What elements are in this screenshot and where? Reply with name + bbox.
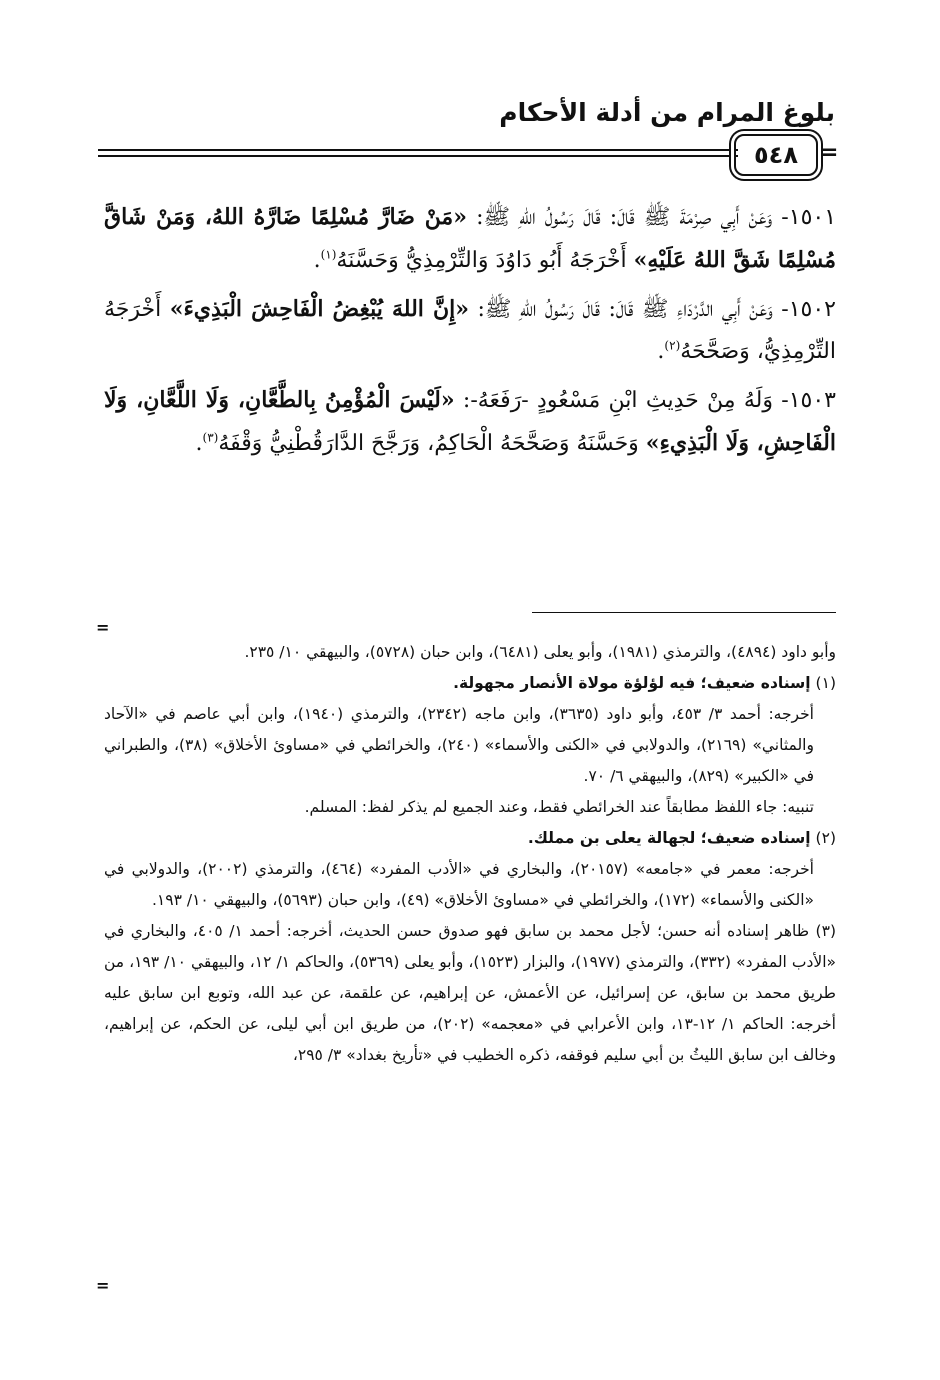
hadith-number: ١٥٠٢ bbox=[788, 297, 836, 322]
hadith-source: وَحَسَّنَهُ وَصَحَّحَهُ الْحَاكِمُ، وَرَجَّحَ الدَّارَقُطْنِيُّ وَقْفَهُ bbox=[218, 431, 646, 456]
footnotes bbox=[104, 637, 836, 1071]
footnote-text: ظاهر إسناده أنه حسن؛ لأجل محمد بن سابق فهو صدوق حسن الحديث، أخرجه: أحمد ١/ ٤٠٥، والبخاري في «الأدب المفرد» (٣٣٢)، والترمذي (١٩٧٧)، والبزار (١٥٢٣)، وأبو يعلى (٥٣٦٩)، والحاكم ١/ ١٢، والبيهقي ١٠/ ١٩٣، من طريق محمد بن سابق، عن إسرائيل، عن الأعمش، عن إبراهيم، عن علقمة، عن عبد الله، وتوبع ابن سابق عليه أخرجه: الحاكم ١/ ١٢-١٣، وابن الأعرابي في «معجمه» (٢٠٢)، من طريق ابن أبي ليلى، عن الحكم، عن إبراهيم، وخالف ابن سابق الليثُ بن أبي سليم فوقفه، ذكره الخطيب في «تأريخ بغداد» ٣/ ٢٩٥، bbox=[104, 922, 836, 1064]
hadith-intro: - وَعَنْ أَبِي الدَّرْدَاءِ ﷺ قَالَ: قَالَ رَسُولُ اللهِ ﷺ: bbox=[469, 297, 789, 322]
footnote-2-sources: أخرجه: معمر في «جامعه» (٢٠١٥٧)، والبخاري في «الأدب المفرد» (٤٦٤)، والترمذي (٢٠٠٢)، والدولابي في «الكنى والأسماء» (١٧٢)، والخرائطي في «مساوئ الأخلاق» (٤٩)، وابن حبان (٥٦٩٣)، والبيهقي ١٠/ ١٩٣. bbox=[104, 860, 814, 909]
running-header-title: بلوغ المرام من أدلة الأحكام bbox=[499, 98, 835, 127]
footnote-1-note: تنبيه: جاء اللفظ مطابقاً عند الخرائطي فقط، وعند الجميع لم يذكر لفظ: المسلم. bbox=[304, 798, 814, 816]
footnote-3 bbox=[104, 916, 836, 1071]
hadith-1501: ١٥٠١- وَعَنْ أَبِي صِرْمَةَ ﷺ قَالَ: قَالَ رَسُولُ اللهِ ﷺ: «مَنْ ضَارَّ مُسْلِمًا ضَارَّهُ اللهُ، وَمَنْ شَاقَّ مُسْلِمًا شَقَّ اللهُ عَلَيْهِ» أَخْرَجَهُ أَبُو دَاوُدَ وَالتِّرْمِذِيُّ وَحَسَّنَهُ$^{(١)}$. bbox=[104, 204, 837, 273]
hadith-quote: «مَنْ ضَارَّ مُسْلِمًا ضَارَّهُ اللهُ، وَمَنْ شَاقَّ مُسْلِمًا شَقَّ اللهُ عَلَيْهِ» bbox=[104, 204, 836, 273]
hadith-1503: ١٥٠٣- وَلَهُ مِنْ حَدِيثِ ابْنِ مَسْعُودٍ -رَفَعَهُ-: «لَيْسَ الْمُؤْمِنُ بِالطَّعَّانِ، وَلَا اللَّعَّانِ، وَلَا الْفَاحِشِ، وَلَا الْبَذِيءِ» وَحَسَّنَهُ وَصَحَّحَهُ الْحَاكِمُ، وَرَجَّحَ الدَّارَقُطْنِيُّ وَقْفَهُ$^{(٣)}$. bbox=[104, 387, 836, 456]
footnote-ref: (٢) bbox=[664, 338, 681, 353]
footnote-separator bbox=[532, 612, 836, 613]
page-number: ٥٤٨ bbox=[734, 134, 818, 176]
footnote-ref: (٣) bbox=[202, 430, 219, 445]
header-rule-double bbox=[98, 155, 738, 157]
footnote-1 bbox=[104, 668, 836, 699]
hadith-quote: «لَيْسَ الْمُؤْمِنُ بِالطَّعَّانِ، وَلَا اللَّعَّانِ، وَلَا الْفَاحِشِ، وَلَا الْبَذِيءِ» bbox=[104, 387, 836, 456]
footnote-ref: (١) bbox=[320, 247, 337, 262]
hadith-intro: - وَلَهُ مِنْ حَدِيثِ ابْنِ مَسْعُودٍ -رَفَعَهُ-: bbox=[454, 388, 789, 413]
header-rule bbox=[98, 149, 738, 151]
footnote-label: (٢) bbox=[815, 829, 836, 847]
continuation-mark-bottom: = bbox=[96, 1276, 110, 1295]
footnote-label: (٣) bbox=[815, 922, 836, 940]
continuation-mark-top: = bbox=[96, 618, 110, 637]
footnote-1-sources: أخرجه: أحمد ٣/ ٤٥٣، وأبو داود (٣٦٣٥)، وابن ماجه (٢٣٤٢)، والترمذي (١٩٤٠)، وابن أبي عاصم في «الآحاد والمثاني» (٢١٦٩)، والدولابي في «الكنى والأسماء» (٢٤٠)، والخرائطي في «مساوئ الأخلاق» (٣٨)، والطبراني في «الكبير» (٨٢٩)، والبيهقي ٦/ ٧٠. bbox=[104, 705, 814, 785]
hadith-intro: - وَعَنْ أَبِي صِرْمَةَ ﷺ قَالَ: قَالَ رَسُولُ اللهِ ﷺ: bbox=[466, 205, 789, 230]
hadith-number: ١٥٠٣ bbox=[788, 388, 836, 413]
footnote-2 bbox=[104, 823, 836, 854]
hadith-list bbox=[104, 196, 836, 471]
hadith-number: ١٥٠١ bbox=[788, 205, 837, 230]
hadith-quote: «إِنَّ اللهَ يُبْغِضُ الْفَاحِشَ الْبَذِيءَ» bbox=[169, 296, 470, 322]
hadith-1502: ١٥٠٢- وَعَنْ أَبِي الدَّرْدَاءِ ﷺ قَالَ: قَالَ رَسُولُ اللهِ ﷺ: «إِنَّ اللهَ يُبْغِضُ الْفَاحِشَ الْبَذِيءَ» أَخْرَجَهُ التِّرْمِذِيُّ، وَصَحَّحَهُ$^{(٢)}$. bbox=[104, 296, 836, 364]
footnote-continuation: وأبو داود (٤٨٩٤)، والترمذي (١٩٨١)، وأبو يعلى (٦٤٨١)، وابن حبان (٥٧٢٨)، والبيهقي ١٠/ ٢٣٥. bbox=[244, 643, 836, 661]
page-number-mark: = bbox=[820, 140, 839, 165]
footnote-label: (١) bbox=[815, 674, 836, 692]
hadith-source: أَخْرَجَهُ التِّرْمِذِيُّ، وَصَحَّحَهُ bbox=[104, 297, 836, 364]
footnote-grading: إسناده ضعيف؛ لجهالة يعلى بن مملك. bbox=[527, 829, 811, 847]
hadith-source: أَخْرَجَهُ أَبُو دَاوُدَ وَالتِّرْمِذِيُّ وَحَسَّنَهُ bbox=[336, 248, 634, 273]
footnote-grading: إسناده ضعيف؛ فيه لؤلؤة مولاة الأنصار مجهولة. bbox=[453, 674, 811, 692]
